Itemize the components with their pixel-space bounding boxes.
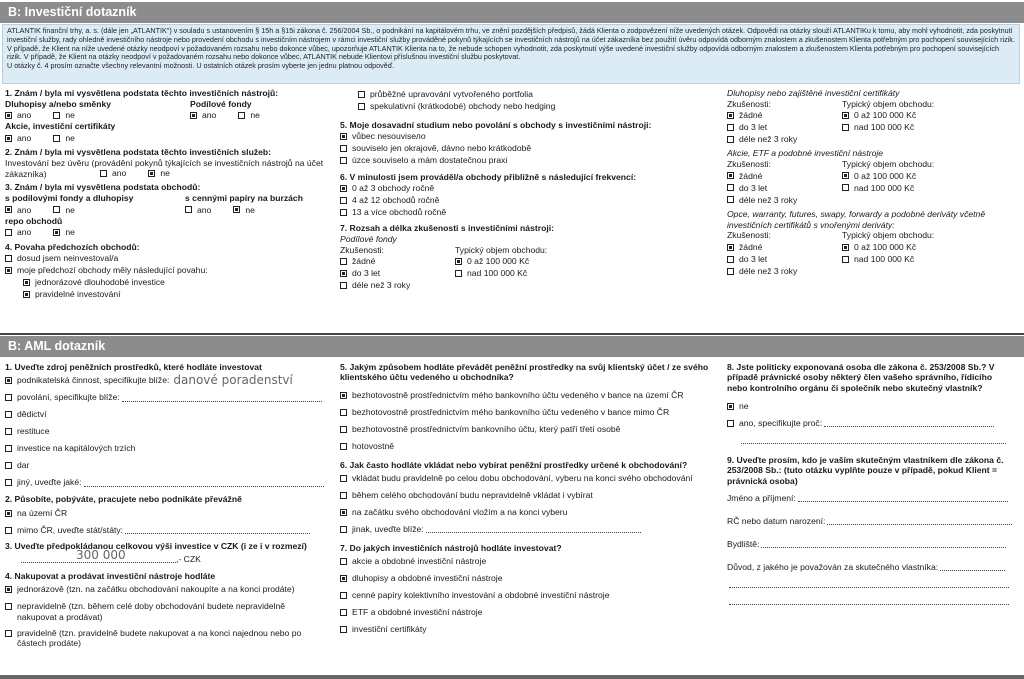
option-label: během celého obchodování budu nepravidelně vkládat i vybírat <box>352 490 593 501</box>
option-label: jednorázové dlouhodobé investice <box>35 276 165 287</box>
option-label: bezhotovostně prostřednictvím mého bankovního účtu vedeného v bance mimo ČR <box>352 406 670 417</box>
fill-line[interactable] <box>125 526 310 534</box>
option-label: nad 100 000 Kč <box>467 268 528 279</box>
checkbox[interactable] <box>727 112 734 119</box>
checkbox[interactable] <box>340 145 347 152</box>
option-ne: ne <box>160 168 170 179</box>
checkbox[interactable] <box>340 443 347 450</box>
option-label: žádné <box>739 241 763 252</box>
volume-header: Typický objem obchodu: <box>842 230 935 241</box>
checkbox[interactable] <box>842 244 849 251</box>
aml-question-2: 2. Působíte, pobýváte, pracujete nebo podnikáte převážně <box>5 494 242 505</box>
experience-header: Zkušenosti: <box>727 230 771 241</box>
option-ano: ano <box>17 204 32 215</box>
option-label: 13 a více obchodů ročně <box>352 207 447 218</box>
checkbox[interactable] <box>727 136 734 143</box>
option-label: moje předchozí obchody měly následující povahu: <box>17 264 208 275</box>
q1-funds-label: Podílové fondy <box>190 98 252 109</box>
checkbox[interactable] <box>842 184 849 191</box>
option-ano: ano <box>17 110 32 121</box>
option-ne: ne <box>250 110 260 121</box>
column-aml-middle <box>340 362 720 638</box>
question-2: 2. Znám / byla mi vysvětlena podstata těchto investičních služeb: <box>5 147 272 158</box>
q3-funds-label: s podílovými fondy a dluhopisy <box>5 193 134 204</box>
checkbox[interactable] <box>340 409 347 416</box>
option-ano: ano <box>17 227 32 238</box>
section-title: B: Investiční dotazník <box>8 5 137 19</box>
option-label: déle než 3 roky <box>739 134 798 145</box>
checkbox[interactable] <box>340 392 347 399</box>
checkbox[interactable] <box>5 229 12 236</box>
fill-line[interactable] <box>798 494 1008 502</box>
column-aml-right <box>727 362 1020 610</box>
checkbox[interactable] <box>842 172 849 179</box>
checkbox[interactable] <box>340 592 347 599</box>
aml-question-6: 6. Jak často hodláte vkládat nebo vybírat peněžní prostředky určené k obchodování? <box>340 459 688 470</box>
option-label: ETF a obdobné investiční nástroje <box>352 607 483 618</box>
column-aml-left <box>5 362 335 649</box>
fill-line[interactable] <box>761 540 1006 548</box>
question-3: 3. Znám / byla mi vysvětlena podstata obchodů: <box>5 182 201 193</box>
fill-line[interactable] <box>824 419 994 427</box>
checkbox[interactable] <box>842 112 849 119</box>
option-label: dar <box>17 460 30 471</box>
checkbox[interactable] <box>5 428 12 435</box>
investment-amount[interactable]: 300 000 <box>76 548 126 563</box>
checkbox[interactable] <box>340 526 347 533</box>
checkbox[interactable] <box>5 267 12 274</box>
fill-line[interactable] <box>21 548 176 563</box>
option-label: úzce souviselo a mám dostatečnou praxi <box>352 155 508 166</box>
aml-question-8: 8. Jste politicky exponovaná osoba dle zákona č. 253/2008 Sb.? V případě právnické osoby některý člen vašeho správního, řídicího nebo kontrolního orgánu či společník nebo skutečný vlastník? <box>727 362 995 393</box>
checkbox[interactable] <box>53 206 60 213</box>
checkbox[interactable] <box>5 206 12 213</box>
option-label: cenné papíry kolektivního investování a obdobné investiční nástroje <box>352 590 610 601</box>
option-label: do 3 let <box>739 182 768 193</box>
option-label: hotovostně <box>352 440 395 451</box>
checkbox[interactable] <box>455 258 462 265</box>
option-label: déle než 3 roky <box>739 194 798 205</box>
option-label: 4 až 12 obchodů ročně <box>352 195 440 206</box>
checkbox[interactable] <box>100 170 107 177</box>
option-label: žádné <box>739 170 763 181</box>
checkbox[interactable] <box>5 586 12 593</box>
option-label: průběžné upravování vytvořeného portfolia <box>370 88 533 99</box>
bottom-bar <box>0 675 1024 679</box>
checkbox[interactable] <box>340 133 347 140</box>
checkbox[interactable] <box>5 394 12 401</box>
option-label: bezhotovostně prostřednictvím bankovního účtu, který patří třetí osobě <box>352 423 621 434</box>
section-header-investment <box>0 2 1024 23</box>
checkbox[interactable] <box>53 112 60 119</box>
checkbox[interactable] <box>340 258 347 265</box>
option-label: déle než 3 roky <box>352 280 411 291</box>
option-label: investiční certifikáty <box>352 624 427 635</box>
checkbox[interactable] <box>340 492 347 499</box>
aml-question-7: 7. Do jakých investičních nástrojů hodláte investovat? <box>340 542 562 553</box>
checkbox[interactable] <box>5 603 12 610</box>
option-ne: ne <box>65 132 75 143</box>
option-ano: ano <box>112 168 127 179</box>
field-label: Důvod, z jakého je považován za skutečného vlastníka: <box>727 562 939 572</box>
checkbox[interactable] <box>53 135 60 142</box>
fill-line[interactable] <box>122 394 322 402</box>
q1-bonds-label: Dluhopisy a/nebo směnky <box>5 98 112 109</box>
checkbox[interactable] <box>842 256 849 263</box>
checkbox[interactable] <box>5 411 12 418</box>
aml-question-9: 9. Uveďte prosím, kdo je vaším skutečným vlastníkem dle zákona č. 253/2008 Sb.: (tuto otázku vyplňte pouze v případě, pokud Klient = právnická osoba) <box>727 454 1004 486</box>
option-label: dosud jsem neinvestoval/a <box>17 252 119 263</box>
checkbox[interactable] <box>340 426 347 433</box>
checkbox[interactable] <box>148 170 155 177</box>
option-label: nad 100 000 Kč <box>854 253 915 264</box>
checkbox[interactable] <box>23 279 30 286</box>
experience-header: Zkušenosti: <box>727 159 771 170</box>
currency-suffix: ,- CZK <box>176 554 201 565</box>
experience-header: Zkušenosti: <box>727 98 771 109</box>
option-label: nepravidelně (tzn. během celé doby obchodování budete nepravidelně nakupovat a prodávat) <box>17 601 286 622</box>
aml-question-5: 5. Jakým způsobem hodláte převádět peněžní prostředky na svůj klientský účet / ze svého klientského účtu vedeného u obchodníka? <box>340 362 709 383</box>
option-label: žádné <box>352 256 376 267</box>
checkbox[interactable] <box>727 172 734 179</box>
option-label: mimo ČR, uveďte stát/státy: <box>17 524 124 535</box>
option-label: nad 100 000 Kč <box>854 182 915 193</box>
option-label: vůbec nesouvisело <box>352 131 426 142</box>
checkbox[interactable] <box>727 256 734 263</box>
q3-repo-label: repo obchodů <box>5 215 63 226</box>
option-label: jinak, uveďte blíže: <box>352 524 424 535</box>
question-6: 6. V minulosti jsem prováděl/a obchody přibližně s následující frekvencí: <box>340 171 637 182</box>
checkbox[interactable] <box>455 270 462 277</box>
category-bonds: Dluhopisy nebo zajištěné investiční certifikáty <box>727 88 900 98</box>
fill-line[interactable] <box>84 479 324 487</box>
aml-question-3: 3. Uveďte předpokládanou celkovou výši investice v CZK (i ze i v rozmezí) <box>5 540 307 551</box>
checkbox[interactable] <box>5 112 12 119</box>
field-label: RČ nebo datum narození: <box>727 516 826 526</box>
checkbox[interactable] <box>340 282 347 289</box>
option-label: 0 až 3 obchody ročně <box>352 183 435 194</box>
question-5: 5. Moje dosavadní studium nebo povolání s obchody s investičními nástroji: <box>340 120 652 130</box>
checkbox[interactable] <box>190 112 197 119</box>
experience-header: Zkušenosti: <box>340 244 384 255</box>
option-label: na začátku svého obchodování vložím a na konci vyberu <box>352 507 568 518</box>
option-label: pravidelně (tzn. pravidelně budete nakupovat a na konci najednou nebo po částech prodáte) <box>17 627 302 649</box>
option-label: dědictví <box>17 409 47 420</box>
option-label: spekulativní (krátkodobé) obchody nebo hedging <box>370 100 556 111</box>
checkbox[interactable] <box>340 609 347 616</box>
option-label: akcie a obdobné investiční nástroje <box>352 556 487 567</box>
checkbox[interactable] <box>727 244 734 251</box>
question-7: 7. Rozsah a délka zkušenosti s investičními nástroji: <box>340 223 554 234</box>
section-header-aml <box>0 336 1024 357</box>
checkbox[interactable] <box>340 185 347 192</box>
option-label: pravidelné investování <box>35 288 121 299</box>
aml-question-4: 4. Nakupovat a prodávat investiční nástroje hodláte <box>5 570 216 581</box>
divider <box>0 333 1024 335</box>
checkbox[interactable] <box>727 124 734 131</box>
section-title: B: AML dotazník <box>8 339 106 353</box>
option-label: dluhopisy a obdobné investiční nástroje <box>352 573 503 584</box>
checkbox[interactable] <box>727 268 734 275</box>
category-derivatives: Opce, warranty, futures, swapy, forwardy a podobné deriváty včetně investičních certifikátů s vnořenými deriváty: <box>727 208 986 230</box>
option-label: do 3 let <box>739 122 768 133</box>
option-label: souviselo jen okrajově, dávno nebo krátkodobě <box>352 143 532 154</box>
q7-subtitle: Podílové fondy <box>340 234 397 245</box>
volume-header: Typický objem obchodu: <box>842 159 935 170</box>
checkbox[interactable] <box>340 270 347 277</box>
checkbox[interactable] <box>727 196 734 203</box>
checkbox[interactable] <box>233 206 240 213</box>
fill-line[interactable] <box>426 525 641 533</box>
option-label: vkládat budu pravidelně po celou dobu obchodování, vyberu na konci svého obchodování <box>352 473 693 484</box>
category-shares: Akcie, ETF a podobné investiční nástroje <box>727 148 884 159</box>
option-label: ano, specifikujte proč: <box>739 418 823 429</box>
checkbox[interactable] <box>340 575 347 582</box>
option-ne: ne <box>65 227 75 238</box>
q1-shares-label: Akcie, investiční certifikáty <box>5 121 116 132</box>
option-label: podnikatelská činnost, specifikujte blíže: <box>17 375 170 386</box>
option-label: jiný, uveďte jaké: <box>17 477 82 488</box>
checkbox[interactable] <box>5 377 12 384</box>
question-1: 1. Znám / byla mi vysvětlena podstata těchto investičních nástrojů: <box>5 88 279 98</box>
option-label: jednorázově (tzn. na začátku obchodování nakoupíte a na konci prodáte) <box>17 584 295 595</box>
checkbox[interactable] <box>340 209 347 216</box>
checkbox[interactable] <box>842 124 849 131</box>
question-4: 4. Povaha předchozích obchodů: <box>5 241 140 252</box>
option-label: do 3 let <box>352 268 381 279</box>
checkbox[interactable] <box>5 630 12 637</box>
checkbox[interactable] <box>340 197 347 204</box>
checkbox[interactable] <box>5 255 12 262</box>
option-label: déle než 3 roky <box>739 265 798 276</box>
column-investment-left <box>5 88 335 300</box>
checkbox[interactable] <box>5 462 12 469</box>
checkbox[interactable] <box>5 510 12 517</box>
option-label: ne <box>739 401 749 412</box>
field-label: Bydliště: <box>727 539 760 549</box>
option-label: žádné <box>739 110 763 121</box>
checkbox[interactable] <box>727 420 734 427</box>
option-label: 0 až 100 000 Kč <box>854 170 917 181</box>
option-label: 0 až 100 000 Kč <box>854 110 917 121</box>
option-label: nad 100 000 Kč <box>854 122 915 133</box>
checkbox[interactable] <box>727 403 734 410</box>
option-ne: ne <box>245 204 255 215</box>
option-label: restituce <box>17 426 50 437</box>
fill-line[interactable] <box>729 580 1009 588</box>
checkbox[interactable] <box>340 475 347 482</box>
option-ano: ano <box>197 204 212 215</box>
option-label: do 3 let <box>739 253 768 264</box>
checkbox[interactable] <box>238 112 245 119</box>
checkbox[interactable] <box>340 626 347 633</box>
checkbox[interactable] <box>340 157 347 164</box>
checkbox[interactable] <box>53 229 60 236</box>
fill-line[interactable] <box>940 563 1005 571</box>
checkbox[interactable] <box>358 91 365 98</box>
checkbox[interactable] <box>5 527 12 534</box>
option-label: na území ČR <box>17 507 68 518</box>
checkbox[interactable] <box>340 558 347 565</box>
q3-stocks-label: s cennými papíry na burzách <box>185 193 303 204</box>
volume-header: Typický objem obchodu: <box>842 98 935 109</box>
checkbox[interactable] <box>23 291 30 298</box>
checkbox[interactable] <box>185 206 192 213</box>
option-ano: ano <box>17 132 32 143</box>
option-ano: ano <box>202 110 217 121</box>
option-label: investice na kapitálových trzích <box>17 443 136 454</box>
fill-line[interactable] <box>729 597 1009 605</box>
fill-line[interactable] <box>827 517 1012 525</box>
fill-line[interactable] <box>741 436 1006 444</box>
option-label: povolání, specifikujte blíže: <box>17 392 120 403</box>
checkbox[interactable] <box>358 103 365 110</box>
intro-text: ATLANTIK finanční trhy, a. s. (dále jen „ATLANTIK") v souladu s ustanovením § 15h a §15i zákona č. 256/2004 Sb., o podnikání na kapitálovém trhu, ve znění pozdějších předpisů, žádá Klienta o zodpovězení níže uvedených otázek. Odpovědi na otázky slouží ATLANTIKu k tomu, aby mohl vyhodnotit, zda poskytnutí investiční služby, rady ohledně investičního nástroje nebo provedení obchodu s investičním nástrojem v rámci investiční služby prováděné pokynů týkajících se investičních nástrojů na účet zákazníka bez použití úvěru odpovídá odborným znalostem a zkušenostem Klienta potřebným pro pochopení souvisejících rizik. V případě, že Klient na níže uvedené otázky neodpoví v požadovaném rozsahu nebo dokonce vůbec, upozorňuje ATLANTIK Klienta na to, že nebude schopen vyhodnotit, zda poskytnutí výše uvedené investiční služby odpovídá odborným znalostem a zkušenostem Klienta potřebným pro pochopení souvisejících rizik. V případě, že Klient na otázky neodpoví v požadovaném rozsahu nebo dokonce vůbec, ATLANTIK nebude Klientovi příslušnou investiční službu poskytovat. U otázky č. 4 prosím označte všechny relevantní možnosti. U ostatních otázek prosím vyberte jen jednu platnou odpověď. <box>2 24 1020 84</box>
option-label: bezhotovostně prostřednictvím mého bankovního účtu vedeného v bance na území ČR <box>352 389 684 400</box>
checkbox[interactable] <box>727 184 734 191</box>
option-label: 0 až 100 000 Kč <box>854 241 917 252</box>
checkbox[interactable] <box>5 135 12 142</box>
q2-text: Investování bez úvěru (provádění pokynů týkajících se investičních nástrojů na účet zákazníka) <box>5 157 324 179</box>
checkbox[interactable] <box>5 479 12 486</box>
option-label: 0 až 100 000 Kč <box>467 256 530 267</box>
checkbox[interactable] <box>340 509 347 516</box>
aml-question-1: 1. Uveďte zdroj peněžních prostředků, které hodláte investovat <box>5 362 262 372</box>
column-investment-middle <box>340 88 720 292</box>
option-ne: ne <box>65 110 75 121</box>
option-ne: ne <box>65 204 75 215</box>
column-investment-right <box>727 88 1022 277</box>
field-label: Jméno a příjmení: <box>727 493 796 503</box>
volume-header: Typický objem obchodu: <box>455 244 548 255</box>
handwritten-answer[interactable]: danové poradenství <box>173 373 293 388</box>
checkbox[interactable] <box>5 445 12 452</box>
